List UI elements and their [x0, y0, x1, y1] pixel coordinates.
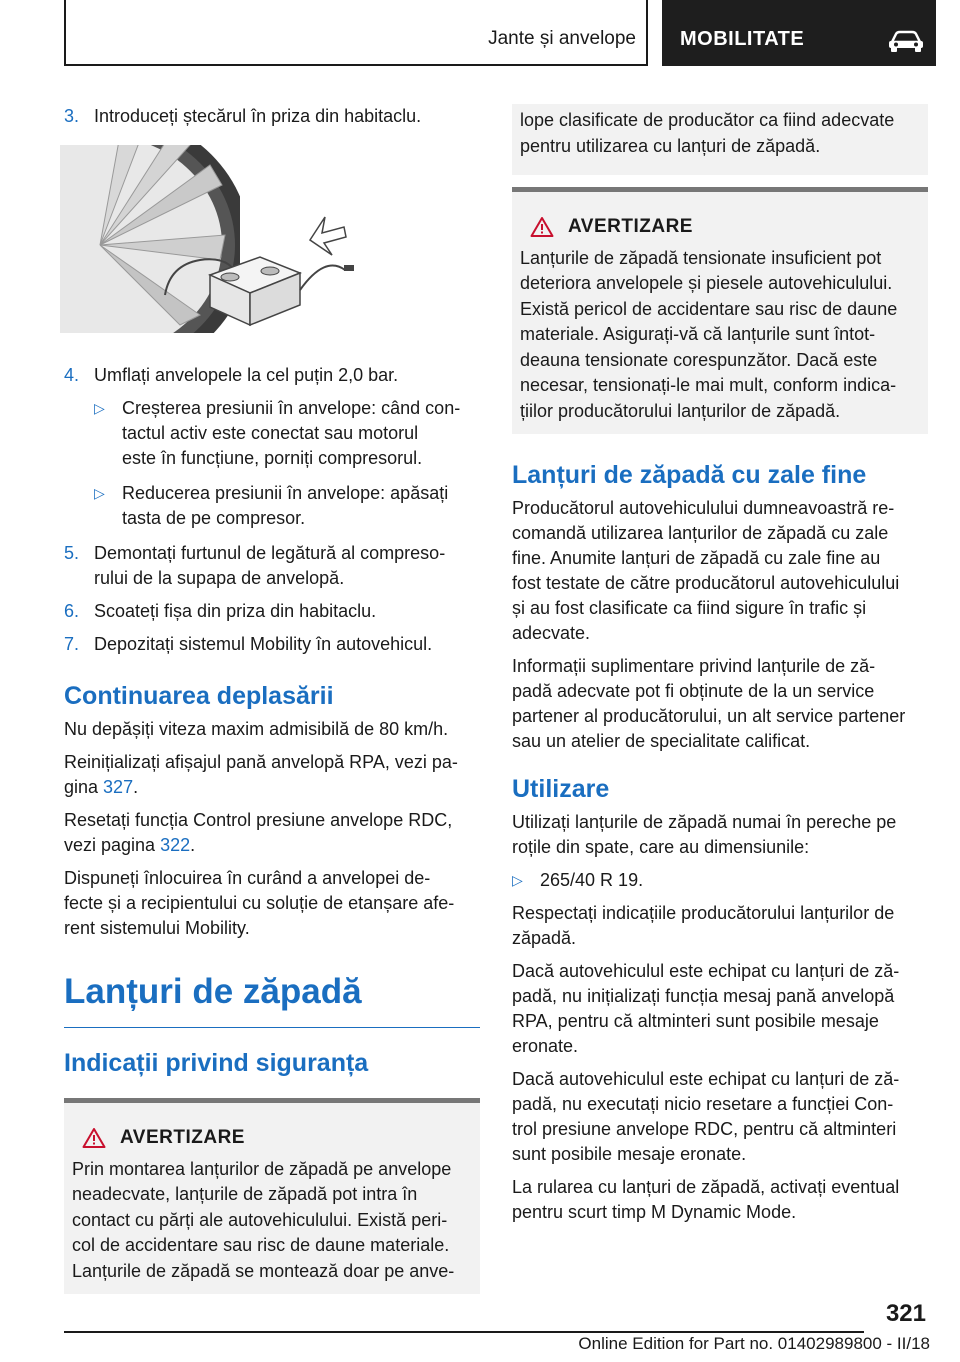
step-5 — [64, 541, 480, 591]
step-number: 4. — [64, 365, 80, 385]
text-span: . — [190, 835, 196, 855]
text-line: neadecvate, lanțurile de zăpadă pot intra în — [72, 1184, 418, 1204]
text-line: Reducerea presiunii în anvelope: apăsați — [122, 483, 449, 503]
bullet-triangle-icon: ▷ — [94, 485, 105, 501]
heading-safety: Indicații privind siguranța — [64, 1049, 369, 1077]
step-number: 5. — [64, 543, 80, 563]
text-line: RPA, pentru că altminteri sunt posibile mesaje — [512, 1011, 879, 1031]
text-line: partener al producătorului, un alt service partener — [512, 706, 906, 726]
text-line: adecvate. — [512, 623, 591, 643]
text-line: deteriora anvelopele și piesele autovehiculului. — [520, 273, 893, 293]
text-line: pentru utilizarea cu lanțuri de zăpadă. — [520, 135, 821, 156]
text-line: fost testate de către producătorul autovehiculului — [512, 573, 900, 593]
warning-box-tension — [512, 187, 928, 434]
paragraph-dynamic-mode — [512, 1175, 928, 1225]
text-line: tactul activ este conectat sau motorul — [122, 423, 419, 443]
text-line: padă, nu executați nicio resetare a funcției Con- — [512, 1094, 894, 1114]
warning-box-mounting — [64, 1098, 480, 1294]
text-line: padă, nu inițializați funcția mesaj pană anvelopă — [512, 986, 895, 1006]
text-line: eronate. — [512, 1036, 579, 1056]
text-line: Demontați furtunul de legătură al compreso- — [94, 543, 446, 563]
text-line: Există pericol de accidentare sau risc de daune — [520, 298, 898, 319]
step-text: Umflați anvelopele la cel puțin 2,0 bar. — [94, 365, 399, 385]
text-line: Producătorul autovehiculului dumneavoastră re- — [512, 498, 895, 518]
text-line: trol presiune anvelope RDC, pentru că altminteri — [512, 1119, 897, 1139]
step-6 — [64, 599, 480, 624]
text-line: Creșterea presiunii în anvelope: când con- — [122, 398, 461, 418]
page-link-322[interactable]: 322 — [160, 835, 191, 855]
text-line: fecte și a recipientului cu soluție de etanșare afe- — [64, 893, 455, 913]
text-line: Dacă autovehiculul este echipat cu lanțuri de ză- — [512, 1069, 900, 1089]
text-line: rului de la supapa de anvelopă. — [94, 568, 345, 588]
compressor-illustration-svg — [60, 145, 490, 333]
heading-usage: Utilizare — [512, 775, 610, 803]
heading-fine-chains: Lanțuri de zăpadă cu zale fine — [512, 461, 867, 489]
step-text: Scoateți fișa din priza din habitaclu. — [94, 601, 377, 621]
page-number: 321 — [885, 1300, 926, 1327]
step-7 — [64, 632, 480, 657]
warning-title-text: AVERTIZARE — [120, 1127, 245, 1148]
step-number: 7. — [64, 634, 80, 654]
text-line: Respectați indicațiile producătorului lanțurilor de — [512, 903, 895, 923]
text-line: sau un atelier de specialitate calificat. — [512, 731, 811, 751]
paragraph-recommend — [512, 496, 928, 646]
left-column — [64, 104, 480, 1294]
text-line: lope clasificate de producător ca fiind adecvate — [520, 110, 895, 130]
step-4-option-increase — [64, 396, 480, 471]
text-line: Lanțurile de zăpadă tensionate insuficient pot — [520, 247, 882, 268]
paragraph-rdc — [64, 808, 480, 858]
text-line: col de accidentare sau risc de daune materiale. — [72, 1235, 450, 1255]
warning-triangle-icon — [530, 216, 554, 238]
paragraph-rpa-chains — [512, 959, 928, 1059]
text-line: pentru scurt timp M Dynamic Mode. — [512, 1202, 797, 1222]
section-title: Jante și anvelope — [488, 28, 636, 49]
paragraph-replace — [64, 866, 480, 941]
tire-size-text: 265/40 R 19. — [540, 870, 644, 890]
chapter-tab-label: MOBILITATE — [680, 28, 805, 50]
chapter-tab[interactable] — [662, 0, 936, 66]
text-line: sunt posibile mesaje eronate. — [512, 1144, 747, 1164]
text-span: vezi pagina — [64, 835, 161, 855]
text-line: materiale. Asigurați-vă că lanțurile sunt întot- — [520, 324, 876, 344]
heading-continuare: Continuarea deplasării — [64, 682, 334, 710]
text-span: . — [133, 777, 139, 797]
step-number: 6. — [64, 601, 80, 621]
warning-continuation — [512, 104, 928, 175]
text-line: La rularea cu lanțuri de zăpadă, activați eventual — [512, 1177, 900, 1197]
text-line: Resetați funcția Control presiune anvelope RDC, — [64, 810, 453, 830]
step-text: Depozitați sistemul Mobility în autovehicul. — [94, 634, 433, 654]
header-mid-rule — [646, 0, 648, 66]
header-left-rule — [64, 0, 66, 66]
warning-triangle-icon — [82, 1127, 106, 1149]
warning-title-text: AVERTIZARE — [568, 216, 693, 237]
tire-size-item — [512, 868, 928, 893]
text-line: Informații suplimentare privind lanțurile de ză- — [512, 656, 876, 676]
footer-rule — [64, 1331, 864, 1333]
header-bottom-rule — [64, 64, 648, 66]
bullet-triangle-icon: ▷ — [94, 400, 105, 416]
text-line: Dacă autovehiculul este echipat cu lanțuri de ză- — [512, 961, 900, 981]
paragraph-rear-wheels — [512, 810, 928, 860]
text-line: Utilizați lanțurile de zăpadă numai în pereche pe — [512, 812, 897, 832]
text-line: fine. Anumite lanțuri de zăpadă cu zale fine au — [512, 548, 881, 568]
text-line: Dispuneți înlocuirea în curând a anvelopei de- — [64, 868, 431, 888]
compressor-illustration — [60, 145, 238, 333]
text-line: comandă utilizarea lanțurilor de zăpadă cu zale — [512, 523, 889, 543]
text-line: este în funcțiune, porniți compresorul. — [122, 448, 423, 468]
text-line: țiilor producătorului lanțurilor de zăpadă. — [520, 400, 841, 421]
step-4-option-decrease — [64, 481, 480, 531]
text-line: Prin montarea lanțurilor de zăpadă pe anvelope — [72, 1158, 452, 1179]
text-line: roțile din spate, care au dimensiunile: — [512, 837, 810, 857]
text-line: padă adecvate pot fi obținute de la un service — [512, 681, 875, 701]
step-text: Introduceți ștecărul în priza din habitaclu. — [94, 106, 422, 126]
step-4 — [64, 363, 480, 388]
text-line: și au fost clasificate ca fiind sigure în trafic și — [512, 598, 867, 618]
paragraph-rpa — [64, 750, 480, 800]
text-line: Reinițializați afișajul pană anvelopă RPA, vezi pa- — [64, 752, 458, 772]
footer-edition: Online Edition for Part no. 01402989800 - II/18 — [578, 1334, 930, 1353]
text-span: gina — [64, 777, 104, 797]
paragraph-speed: Nu depășiți viteza maxim admisibilă de 80 km/h. — [64, 719, 449, 739]
page-header — [64, 0, 936, 66]
warning-title — [520, 214, 920, 240]
text-line: rent sistemului Mobility. — [64, 918, 250, 938]
text-line: tasta de pe compresor. — [122, 508, 306, 528]
right-column — [512, 104, 928, 1233]
text-line: contact cu părți ale autovehiculului. Există peri- — [72, 1209, 448, 1230]
car-icon — [888, 30, 924, 52]
text-line: necesar, tensionați-le mai mult, conform indica- — [520, 375, 897, 395]
step-number: 3. — [64, 106, 80, 126]
warning-title — [72, 1125, 472, 1151]
text-line: deauna tensionate corespunzător. Dacă este — [520, 349, 878, 370]
paragraph-more-info — [512, 654, 928, 754]
bullet-triangle-icon: ▷ — [512, 872, 523, 888]
paragraph-rdc-chains — [512, 1067, 928, 1167]
paragraph-manufacturer — [512, 901, 928, 951]
page-link-327[interactable]: 327 — [103, 777, 134, 797]
step-3 — [64, 104, 480, 129]
text-line: Lanțurile de zăpadă se montează doar pe anve- — [72, 1260, 455, 1281]
chapter-heading-snow-chains: Lanțuri de zăpadă — [64, 971, 480, 1028]
text-line: zăpadă. — [512, 928, 577, 948]
